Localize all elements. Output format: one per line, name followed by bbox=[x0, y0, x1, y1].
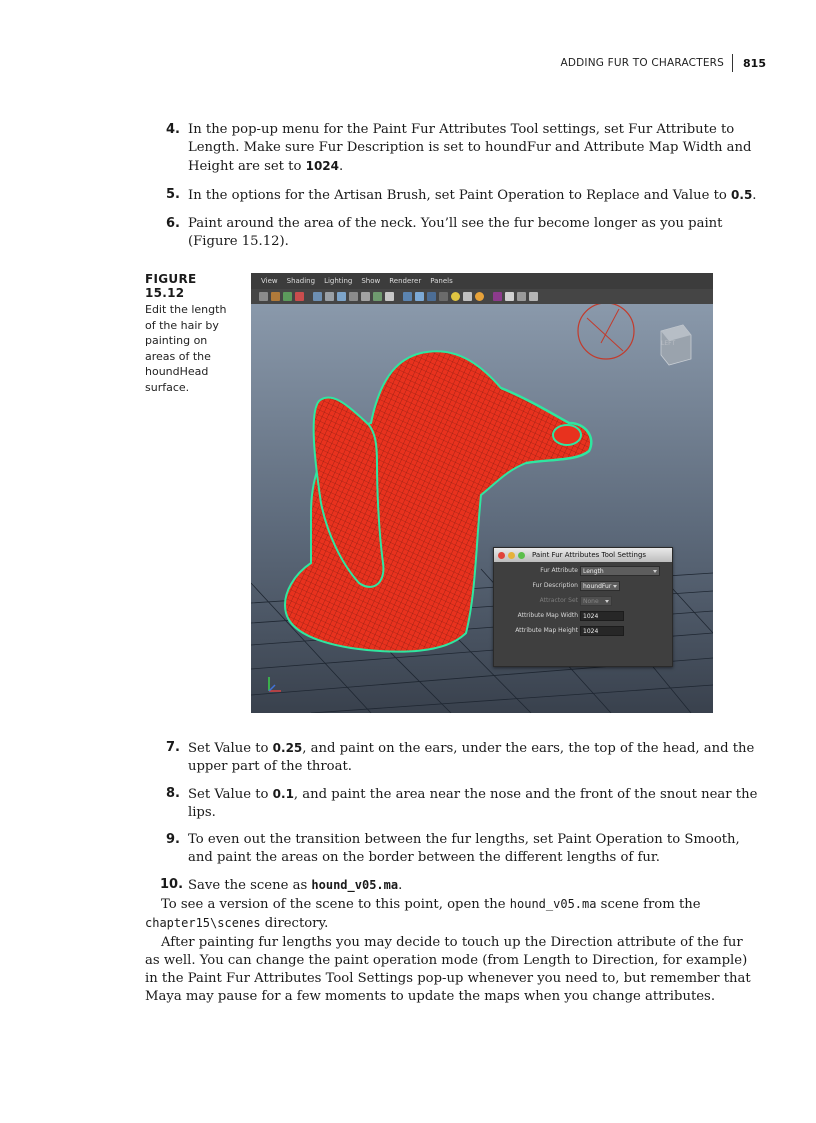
image-plane-icon[interactable] bbox=[295, 292, 304, 301]
step-text-end: . bbox=[339, 159, 344, 174]
running-header bbox=[560, 54, 766, 72]
step-number: 10. bbox=[160, 877, 184, 892]
figure-caption bbox=[145, 272, 235, 395]
step-6 bbox=[160, 215, 760, 251]
scene-directory: chapter15\scenes bbox=[145, 916, 261, 930]
para1-text-a: To see a version of the scene to this point, open the bbox=[161, 897, 510, 912]
gate-mask-icon[interactable] bbox=[349, 292, 358, 301]
attractor-set-label: Attractor Set bbox=[539, 597, 578, 604]
map-width-label: Attribute Map Width bbox=[517, 612, 578, 619]
fur-attribute-dropdown[interactable] bbox=[580, 566, 660, 576]
page-number: 815 bbox=[743, 56, 766, 70]
fur-description-dropdown[interactable] bbox=[580, 581, 620, 591]
step-10 bbox=[160, 876, 760, 895]
film-gate-icon[interactable] bbox=[325, 292, 334, 301]
step-4 bbox=[160, 121, 760, 176]
step-value: 0.1 bbox=[272, 787, 294, 801]
textured-icon[interactable] bbox=[439, 292, 448, 301]
chevron-down-icon bbox=[605, 600, 609, 603]
panel-title: Paint Fur Attributes Tool Settings bbox=[532, 551, 647, 559]
xray-icon[interactable] bbox=[505, 292, 514, 301]
safe-action-icon[interactable] bbox=[373, 292, 382, 301]
step-number: 4. bbox=[166, 122, 180, 137]
viewcube-label: LEFT bbox=[661, 340, 676, 347]
fur-description-row bbox=[494, 581, 672, 593]
ambient-occlusion-icon[interactable] bbox=[475, 292, 484, 301]
step-text: Set Value to bbox=[188, 787, 273, 802]
body-paragraph-1 bbox=[145, 895, 761, 933]
step-text: Save the scene as bbox=[188, 878, 312, 893]
step-9 bbox=[160, 831, 760, 867]
step-filename: hound_v05.ma bbox=[311, 878, 399, 892]
resolution-gate-icon[interactable] bbox=[337, 292, 346, 301]
map-width-row bbox=[494, 611, 672, 623]
attractor-set-value: None bbox=[583, 598, 599, 605]
step-5 bbox=[160, 186, 760, 205]
menu-shading[interactable]: Shading bbox=[286, 277, 316, 285]
steps-list-top bbox=[160, 121, 760, 261]
maya-viewport-figure bbox=[251, 273, 713, 713]
steps-list-bottom bbox=[160, 739, 760, 904]
menu-lighting[interactable]: Lighting bbox=[324, 277, 353, 285]
isolate-select-icon[interactable] bbox=[493, 292, 502, 301]
figure-label: FIGURE 15.12 bbox=[145, 272, 197, 300]
step-text: Set Value to bbox=[188, 741, 273, 756]
map-height-row bbox=[494, 626, 672, 638]
fur-attribute-label: Fur Attribute bbox=[540, 567, 578, 574]
step-text-end: , and paint the area near the nose and the front of the snout near the lips. bbox=[188, 787, 758, 820]
field-chart-icon[interactable] bbox=[361, 292, 370, 301]
wireframe-on-shaded-icon[interactable] bbox=[427, 292, 436, 301]
map-height-label: Attribute Map Height bbox=[515, 627, 578, 634]
shadows-icon[interactable] bbox=[463, 292, 472, 301]
map-height-field[interactable]: 1024 bbox=[580, 626, 624, 636]
step-text: In the options for the Artisan Brush, set Paint Operation to Replace and Value to bbox=[188, 188, 732, 203]
step-text: In the pop-up menu for the Paint Fur Attributes Tool settings, set Fur Attribute to Length. Make sure Fur Description is set to houndFur and Attribute Map Width and Height are set to bbox=[188, 122, 752, 174]
step-number: 7. bbox=[166, 740, 180, 755]
step-value: 1024 bbox=[305, 159, 340, 173]
map-width-field[interactable]: 1024 bbox=[580, 611, 624, 621]
grid-icon[interactable] bbox=[313, 292, 322, 301]
step-number: 8. bbox=[166, 786, 180, 801]
step-value: 0.25 bbox=[272, 741, 303, 755]
xray-joints-icon[interactable] bbox=[517, 292, 526, 301]
body-paragraph-2 bbox=[145, 934, 761, 1006]
para1-text-b: scene from the bbox=[596, 897, 701, 912]
para1-text-c: directory. bbox=[260, 916, 329, 931]
safe-title-icon[interactable] bbox=[385, 292, 394, 301]
step-text-end: . bbox=[752, 188, 757, 203]
menu-panels[interactable]: Panels bbox=[430, 277, 453, 285]
running-header-section: ADDING FUR TO CHARACTERS bbox=[560, 57, 725, 69]
menu-view[interactable]: View bbox=[261, 277, 278, 285]
step-text: Paint around the area of the neck. You’ll see the fur become longer as you paint (Figure 15.12). bbox=[188, 216, 723, 249]
step-text-end: . bbox=[398, 878, 403, 893]
bookmark-icon[interactable] bbox=[283, 292, 292, 301]
attractor-set-row bbox=[494, 596, 672, 608]
fur-description-label: Fur Description bbox=[532, 582, 578, 589]
maximize-icon[interactable] bbox=[518, 552, 525, 559]
fur-attribute-value: Length bbox=[583, 568, 604, 575]
close-icon[interactable] bbox=[498, 552, 505, 559]
step-8 bbox=[160, 785, 760, 822]
step-value: 0.5 bbox=[731, 188, 753, 202]
step-number: 6. bbox=[166, 216, 180, 231]
minimize-icon[interactable] bbox=[508, 552, 515, 559]
lighting-icon[interactable] bbox=[451, 292, 460, 301]
viewport-menubar bbox=[251, 273, 713, 289]
step-number: 5. bbox=[166, 187, 180, 202]
chevron-down-icon bbox=[653, 570, 657, 573]
figure-caption-text: Edit the length of the hair by painting on areas of the houndHead surface. bbox=[145, 303, 227, 394]
step-text: To even out the transition between the fur lengths, set Paint Operation to Smooth, and paint the areas on the border between the different lengths of fur. bbox=[188, 832, 740, 865]
smooth-shade-icon[interactable] bbox=[415, 292, 424, 301]
wireframe-icon[interactable] bbox=[403, 292, 412, 301]
menu-renderer[interactable]: Renderer bbox=[389, 277, 422, 285]
attractor-set-dropdown[interactable] bbox=[580, 596, 612, 606]
paint-fur-attributes-panel bbox=[493, 547, 673, 667]
menu-show[interactable]: Show bbox=[361, 277, 381, 285]
viewcube[interactable] bbox=[649, 323, 693, 363]
chevron-down-icon bbox=[613, 585, 617, 588]
step-7 bbox=[160, 739, 760, 776]
step-number: 9. bbox=[166, 832, 180, 847]
step-text-end: , and paint on the ears, under the ears, the top of the head, and the upper part of the throat. bbox=[188, 741, 755, 774]
fur-attribute-row bbox=[494, 566, 672, 578]
camera-attributes-icon[interactable] bbox=[271, 292, 280, 301]
para2-text: After painting fur lengths you may decide to touch up the Direction attribute of the fur as well. You can change the paint operation mode (from Length to Direction, for example) in the Paint Fur Attributes Tool Settings pop-up whenever you need to, but remember that Maya may pause for a few moments to update the maps when you change attributes. bbox=[145, 935, 751, 1004]
panel-titlebar bbox=[494, 548, 672, 562]
hud-icon[interactable] bbox=[529, 292, 538, 301]
viewport-toolbar bbox=[251, 289, 713, 304]
fur-description-value: houndFur bbox=[583, 583, 612, 590]
select-camera-icon[interactable] bbox=[259, 292, 268, 301]
scene-filename: hound_v05.ma bbox=[509, 897, 597, 911]
